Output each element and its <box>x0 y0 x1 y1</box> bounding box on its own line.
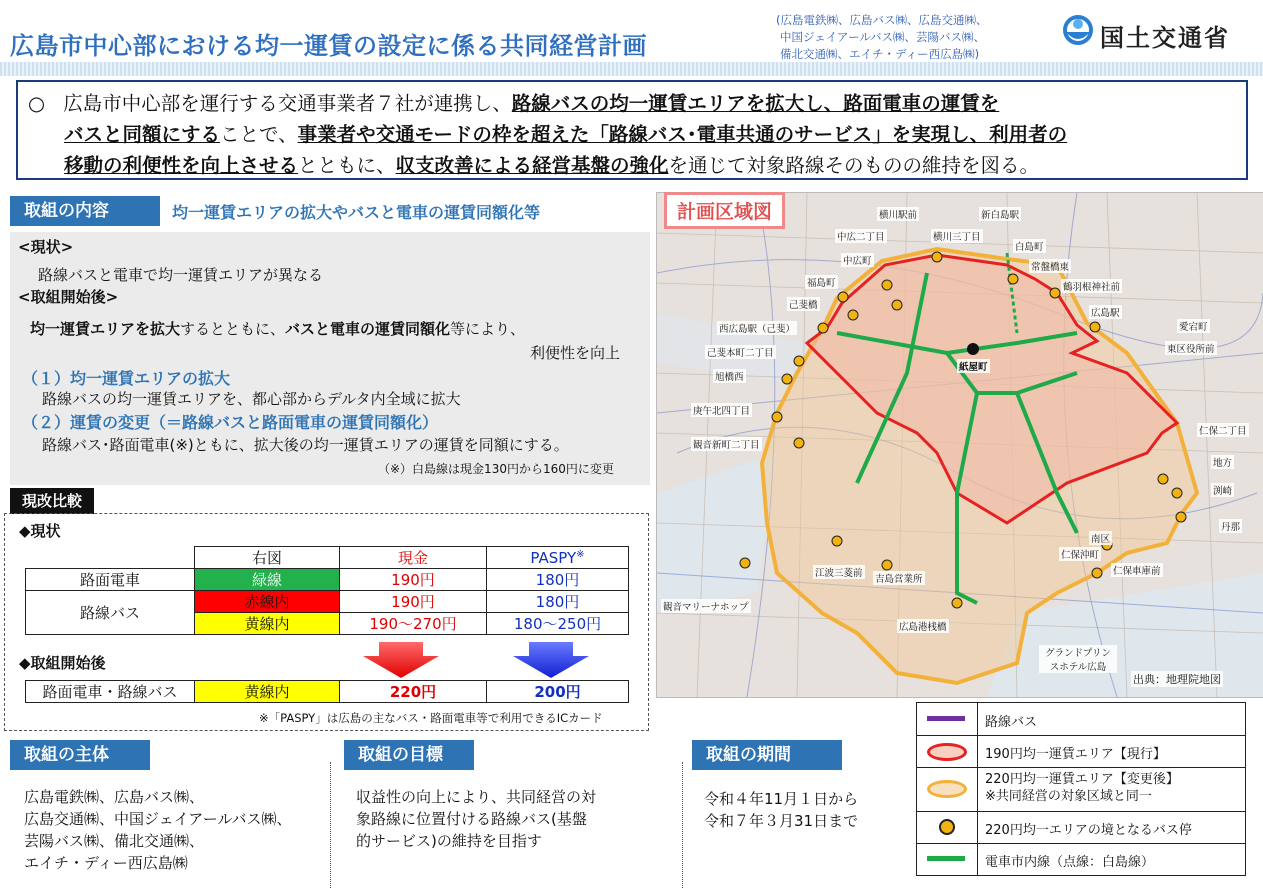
map-label: 愛宕町 <box>1177 319 1210 333</box>
paspy-down-arrow-icon <box>511 642 591 678</box>
legend-row <box>917 735 1245 768</box>
after-text-2: 利便性を向上 <box>530 344 621 362</box>
cash-down-arrow-icon <box>361 642 441 678</box>
table-header-row <box>26 547 629 569</box>
current-fare-table <box>25 546 629 635</box>
summary-bold: 路線バスの均一運賃エリアを拡大し、路面電車の運賃を <box>511 92 1000 115</box>
companies-line: 中国ジェイアールバス㈱、芸陽バス㈱、 <box>780 30 986 44</box>
legend-label: 電車市内線（点線：白島線） <box>985 855 1155 870</box>
bus-stop-swatch <box>917 811 978 843</box>
paspy-mark: ※ <box>576 548 585 560</box>
header-band <box>0 62 1263 76</box>
table-cell: 180～250円 <box>487 613 629 635</box>
current-text: 路線バスと電車で均一運賃エリアが異なる <box>38 266 324 284</box>
table-cell: 路線バス <box>26 591 195 635</box>
legend-label: 220円均一エリアの境となるバス停 <box>985 823 1192 838</box>
table-cell: 180円 <box>487 591 629 613</box>
map-label: グランドプリンスホテル広島 <box>1039 645 1117 673</box>
content-section-header: 取組の内容 <box>10 196 160 226</box>
map-label: 広島駅 <box>1089 305 1122 319</box>
map-label: 白島町 <box>1013 239 1046 253</box>
companies-line: (広島電鉄㈱、広島バス㈱、広島交通㈱、 <box>776 13 988 27</box>
period-line: 令和４年11月１日から <box>704 790 859 808</box>
map-label: 横川三丁目 <box>931 229 983 243</box>
org-text <box>24 786 291 874</box>
legend-label-group <box>985 771 1179 805</box>
goal-line: 収益性の向上により、共同経営の対 <box>356 788 597 806</box>
content-body <box>10 232 650 485</box>
table-row <box>26 681 629 703</box>
goal-line: 的サービス)の維持を目指す <box>356 832 542 850</box>
legend-label: ※共同経営の対象区域と同一 <box>985 789 1152 804</box>
table-cell: 190円 <box>340 591 487 613</box>
map-label: 仁保二丁目 <box>1197 423 1249 437</box>
map-label: 吉島営業所 <box>873 571 925 585</box>
goal-section-header: 取組の目標 <box>344 740 474 770</box>
legend-row <box>917 767 1245 812</box>
companies-line: 備北交通㈱、エイチ・ディー西広島㈱) <box>780 47 980 61</box>
summary-marker: ○ <box>28 92 46 115</box>
map-source: 出典：地理院地図 <box>1133 673 1221 686</box>
summary-text: 広島市中心部を運行する交通事業者７社が連携し、 <box>63 92 512 115</box>
map-label: 横川駅前 <box>877 207 919 221</box>
map-legend <box>916 702 1246 876</box>
table-header-cell <box>487 547 629 569</box>
legend-label: 220円均一運賃エリア【変更後】 <box>985 772 1179 787</box>
after-plain: 等により、 <box>450 320 526 338</box>
summary-line-3 <box>28 150 1236 181</box>
comparison-header: 現改比較 <box>10 488 94 514</box>
table-corner <box>26 547 195 569</box>
org-line: 広島電鉄㈱、広島バス㈱、 <box>24 788 205 806</box>
after-fare-table <box>25 680 629 703</box>
map-label: 観音新町二丁目 <box>691 437 762 451</box>
legend-row <box>917 843 1245 875</box>
summary-box <box>16 80 1248 180</box>
divider <box>330 762 331 888</box>
item1-title: （１）均一運賃エリアの拡大 <box>22 369 231 388</box>
red-area-swatch <box>917 735 978 767</box>
table-cell: 赤線内 <box>195 591 340 613</box>
summary-text: を通じて対象路線そのものの維持を図る。 <box>668 154 1040 177</box>
table-row <box>26 569 629 591</box>
ministry-logo <box>1060 12 1260 52</box>
after-bold: 均一運賃エリアを拡大 <box>30 320 181 338</box>
table-header-cell: 右図 <box>195 547 340 569</box>
map-label: 江波三菱前 <box>813 565 865 579</box>
summary-bold: 移動の利便性を向上させる <box>64 154 299 177</box>
tram-line-swatch <box>917 843 978 875</box>
legend-label: 路線バス <box>985 715 1038 730</box>
map-label: 地方 <box>1211 455 1234 469</box>
map-label: 紙屋町 <box>957 359 990 373</box>
goal-line: 象路線に位置付ける路線バス(基盤 <box>356 810 587 828</box>
table-cell: 路面電車 <box>26 569 195 591</box>
summary-line-1 <box>28 88 1236 119</box>
map-label: 観音マリーナホップ <box>661 599 751 613</box>
table-cell: 緑線 <box>195 569 340 591</box>
legend-label: 190円均一運賃エリア【現行】 <box>985 747 1166 762</box>
map-label: 常盤橋東 <box>1029 259 1071 273</box>
map-label: 広島港桟橋 <box>897 619 949 633</box>
after-plain: するとともに、 <box>180 320 286 338</box>
legend-row <box>917 703 1245 736</box>
table-header-cell: 現金 <box>340 547 487 569</box>
map-label: 庚午北四丁目 <box>691 403 752 417</box>
map-title: 計画区域図 <box>664 192 785 229</box>
map-label: 中広二丁目 <box>835 229 887 243</box>
map-label: 仁保車庫前 <box>1111 563 1163 577</box>
paspy-footnote: ※「PASPY」は広島の主なバス・路面電車等で利用できるICカード <box>259 711 603 725</box>
comparison-box <box>4 513 649 731</box>
after-title: <取組開始後> <box>18 288 119 306</box>
plan-area-map <box>656 192 1263 698</box>
item1-text: 路線バスの均一運賃エリアを、都心部からデルタ内全域に拡大 <box>42 390 461 408</box>
map-label: 渕崎 <box>1211 483 1234 497</box>
period-text <box>704 788 858 832</box>
item2-text: 路線バス･路面電車(※)ともに、拡大後の均一運賃エリアの運賃を同額にする。 <box>42 436 569 454</box>
table-cell: 黄線内 <box>195 681 340 703</box>
map-label: 鶴羽根神社前 <box>1061 279 1122 293</box>
table-cell: 180円 <box>487 569 629 591</box>
summary-bold: バスと同額にする <box>64 123 221 146</box>
table-cell: 黄線内 <box>195 613 340 635</box>
summary-text: ことで、 <box>220 123 298 146</box>
bus-line-swatch <box>917 703 978 735</box>
org-line: エイチ・ディー西広島㈱ <box>24 854 188 872</box>
goal-text <box>356 786 596 852</box>
map-label: 南区 <box>1089 531 1112 545</box>
ministry-emblem-icon <box>1060 12 1096 52</box>
content-note: （※）白島線は現金130円から160円に変更 <box>378 462 614 476</box>
period-section-header: 取組の期間 <box>692 740 842 770</box>
page-title: 広島市中心部における均一運賃の設定に係る共同経営計画 <box>10 32 647 60</box>
map-label: 中広町 <box>841 253 874 267</box>
map-label: 旭橋西 <box>713 369 746 383</box>
summary-line-2 <box>28 119 1236 150</box>
paspy-label: PASPY <box>530 548 577 567</box>
map-label: 西広島駅（己斐） <box>717 321 797 335</box>
org-line: 広島交通㈱、中国ジェイアールバス㈱、 <box>24 810 292 828</box>
current-title: <現状> <box>18 238 74 256</box>
summary-bold: 収支改善による経営基盤の強化 <box>395 154 669 177</box>
after-text <box>30 318 525 339</box>
divider <box>682 762 683 888</box>
table-row <box>26 591 629 613</box>
after-label: ◆取組開始後 <box>19 654 106 672</box>
org-line: 芸陽バス㈱、備北交通㈱、 <box>24 832 205 850</box>
table-cell: 200円 <box>487 681 629 703</box>
summary-text: とともに、 <box>298 154 396 177</box>
table-cell: 190～270円 <box>340 613 487 635</box>
item2-title: （２）運賃の変更（＝路線バスと路面電車の運賃同額化） <box>22 413 439 432</box>
map-label: 東区役所前 <box>1165 341 1217 355</box>
table-cell: 路面電車・路線バス <box>26 681 195 703</box>
yellow-area-swatch <box>917 767 978 811</box>
period-line: 令和７年３月31日まで <box>704 812 859 830</box>
legend-row <box>917 811 1245 844</box>
summary-bold: 事業者や交通モードの枠を超えた「路線バス･電車共通のサービス」を実現し、利用者の <box>297 123 1068 146</box>
table-cell: 220円 <box>340 681 487 703</box>
after-bold: バスと電車の運賃同額化 <box>285 320 451 338</box>
map-label: 新白島駅 <box>979 207 1021 221</box>
map-label: 己斐橋 <box>787 297 820 311</box>
map-label: 丹那 <box>1219 519 1242 533</box>
map-label: 仁保沖町 <box>1059 547 1101 561</box>
map-label: 己斐本町二丁目 <box>705 345 776 359</box>
current-label: ◆現状 <box>19 522 61 540</box>
table-cell: 190円 <box>340 569 487 591</box>
map-label: 福島町 <box>805 275 838 289</box>
companies-list <box>776 12 1066 63</box>
content-subtitle: 均一運賃エリアの拡大やバスと電車の運賃同額化等 <box>172 203 541 222</box>
ministry-name: 国土交通省 <box>1100 24 1230 52</box>
org-section-header: 取組の主体 <box>10 740 150 770</box>
